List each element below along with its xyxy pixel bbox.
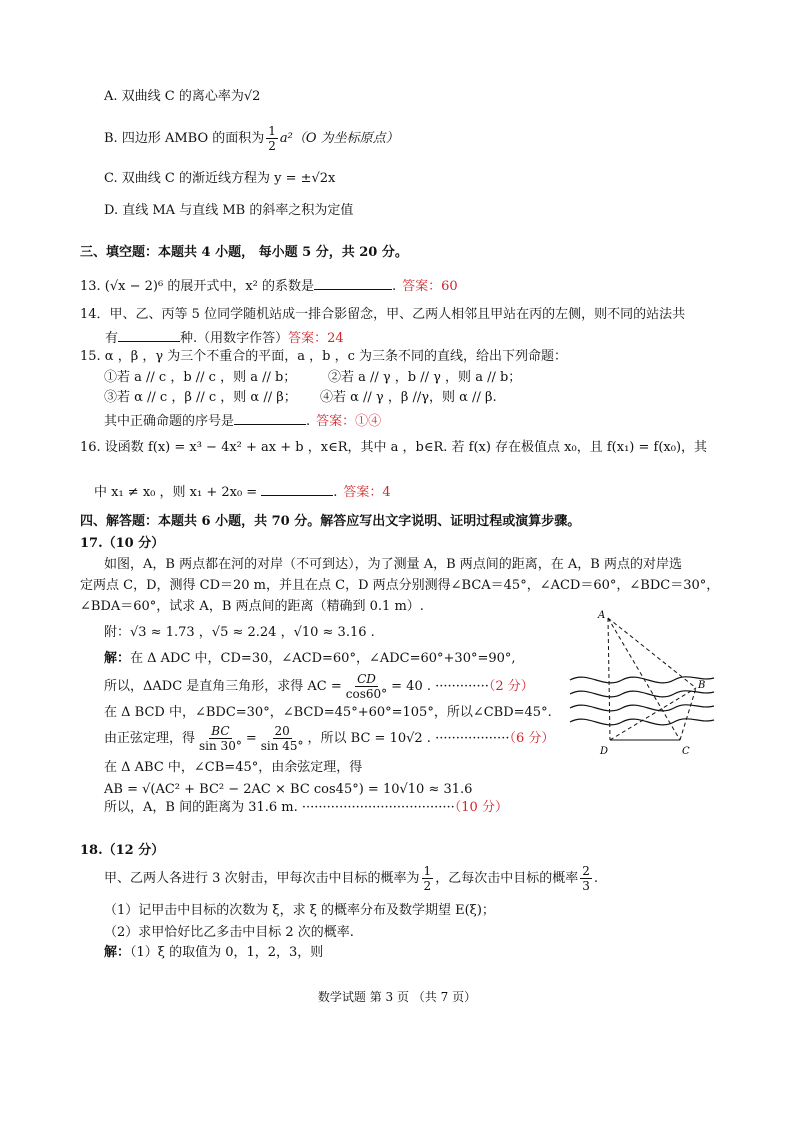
q17-solution-5: 在 Δ ABC 中，∠CB=45°，由余弦定理，得 <box>104 760 363 775</box>
q17-s2-suffix: = 40 . ············· <box>391 679 489 694</box>
q17-s4-frac2-den: sin 45° <box>260 739 304 753</box>
wave-4 <box>570 719 714 725</box>
q18-p1-prefix: 甲、乙两人各进行 3 次射击，甲每次击中目标的概率为 <box>104 871 420 886</box>
q15-prop-1: ①若 a // c ，b // c ，则 a // b； <box>104 370 297 385</box>
option-b-prefix: B. 四边形 AMBO 的面积为 <box>104 131 265 146</box>
q18-p1-end: . <box>593 871 598 886</box>
q15-blank <box>234 410 306 425</box>
q18-para-1 <box>104 864 598 894</box>
q17-s2-prefix: 所以，ΔADC 是直角三角形，求得 AC = <box>104 679 342 694</box>
q17-s4-suffix: ，所以 BC = 10√2 . ·················· <box>307 731 510 746</box>
q18-frac2-num: 2 <box>582 864 590 878</box>
q13-blank <box>314 275 392 290</box>
q17-s4-frac1-den: sin 30° <box>199 739 242 753</box>
label-b: B <box>698 680 706 691</box>
q17-para-3: ∠BDA＝60°，试求 A，B 两点间的距离（精确到 0.1 m）. <box>80 599 424 614</box>
q18-frac2-den: 3 <box>582 879 590 893</box>
q17-s7-text: 所以，A，B 间的距离为 31.6 m. ····································· <box>104 800 455 815</box>
q15-prop-2: ②若 a // γ ，b // γ ，则 a // b； <box>328 370 522 385</box>
q16-answer: 答案：4 <box>343 485 391 500</box>
q16-tail: . <box>333 485 338 500</box>
q18-fraction-2 <box>580 864 592 893</box>
q14-line2-suffix: 种.（用数字作答） <box>180 331 289 346</box>
section-4-heading: 四、解答题：本题共 6 小题，共 70 分。解答应写出文字说明、证明过程或演算步骤。 <box>80 514 581 529</box>
section-3-heading: 三、填空题：本题共 4 小题， 每小题 5 分，共 20 分。 <box>80 245 408 260</box>
q17-note: 附：√3 ≈ 1.73 ，√5 ≈ 2.24 ，√10 ≈ 3.16 . <box>104 625 375 640</box>
q18-solution-label: 解： <box>104 945 131 960</box>
q18-fraction-1 <box>422 864 434 893</box>
q15-answer: 答案：①④ <box>316 414 382 429</box>
q14-blank <box>118 327 180 342</box>
question-13 <box>80 275 458 296</box>
q15-prop-3: ③若 α // c ，β // c ，则 α // β； <box>104 390 297 405</box>
option-a: A. 双曲线 C 的离心率为√2 <box>104 89 261 104</box>
option-b <box>104 124 399 153</box>
q16-line-1: 16. 设函数 f(x) = x³ − 4x² + ax + b ，x∈R，其中 a ，b∈R. 若 f(x) 存在极值点 x₀，且 f(x₁) = f(x₀)，其 <box>80 440 708 455</box>
q14-line-2 <box>105 327 344 348</box>
label-a: A <box>598 610 606 621</box>
q17-solution-1-text: 在 Δ ADC 中，CD=30，∠ACD=60°，∠ADC=60°+30°=90°, <box>130 651 516 666</box>
q17-solution-1 <box>104 650 516 668</box>
q17-s4-fraction-1 <box>197 724 244 753</box>
option-b-frac-den: 2 <box>268 139 276 153</box>
option-d: D. 直线 MA 与直线 MB 的斜率之积为定值 <box>104 203 354 218</box>
q17-s7-score: （10 分） <box>454 800 508 815</box>
q15-tail: . <box>306 414 311 429</box>
q17-solution-2 <box>104 672 534 702</box>
option-b-fraction <box>266 124 278 153</box>
river-figure <box>568 608 728 760</box>
q14-answer: 答案：24 <box>288 331 344 346</box>
q17-s2-frac-den: cos60° <box>345 687 388 701</box>
q17-s2-frac-num: CD <box>357 672 376 686</box>
q17-s4-fraction-2 <box>259 724 306 753</box>
option-c: C. 双曲线 C 的渐近线方程为 y = ±√2x <box>104 171 336 186</box>
line-a-d <box>608 618 610 740</box>
q16-blank <box>261 481 333 496</box>
wave-1 <box>570 677 714 683</box>
q13-text: 13. (√x − 2)⁶ 的展开式中，x² 的系数是 <box>80 279 315 294</box>
river-waves <box>570 677 714 725</box>
q17-solution-3: 在 Δ BCD 中，∠BDC=30°，∠BCD=45°+60°=105°，所以∠CBD=45°. <box>104 705 552 720</box>
q15-prop-4: ④若 α // γ ，β //γ，则 α // β. <box>320 390 497 405</box>
q16-line2-text: 中 x₁ ≠ x₀ ，则 x₁ + 2x₀ = <box>94 485 258 500</box>
q18-p1-middle: ，乙每次击中目标的概率 <box>435 871 579 886</box>
q17-title: 17.（10 分） <box>80 536 165 551</box>
q15-line-4 <box>104 410 381 431</box>
wave-3 <box>570 705 714 711</box>
q17-s2-score: （2 分） <box>488 679 534 694</box>
q17-para-2: 定两点 C，D，测得 CD＝20 m，并且在点 C，D 两点分别测得∠BCA＝45°，∠ACD＝60°，∠BDC＝30°， <box>80 578 720 593</box>
q17-s4-frac1-num: BC <box>211 724 230 738</box>
q18-solution <box>104 944 323 962</box>
q17-s4-equals: = <box>245 731 257 746</box>
q17-s4-score: （6 分） <box>509 731 555 746</box>
wave-2 <box>570 691 714 697</box>
q14-line2-prefix: 有 <box>105 331 119 346</box>
q17-s2-fraction <box>344 672 389 701</box>
q17-s4-prefix: 由正弦定理，得 <box>104 731 196 746</box>
q13-answer: 答案：60 <box>402 279 458 294</box>
q18-frac1-den: 2 <box>423 879 432 893</box>
q17-solution-6: AB = √(AC² + BC² − 2AC × BC cos45°) = 10√10 ≈ 31.6 <box>104 782 473 797</box>
q17-solution-7 <box>104 799 508 817</box>
q17-s4-frac2-num: 20 <box>274 724 290 738</box>
label-c: C <box>682 746 690 757</box>
q15-line4-text: 其中正确命题的序号是 <box>104 414 235 429</box>
q18-subquestion-2: （2）求甲恰好比乙多击中目标 2 次的概率. <box>104 925 354 940</box>
label-d: D <box>600 746 609 757</box>
page-footer: 数学试题 第 3 页 （共 7 页） <box>317 990 477 1004</box>
q17-para-1: 如图，A，B 两点都在河的对岸（不可到达），为了测量 A，B 两点间的距离，在 A，B 两点的对岸选 <box>104 557 682 572</box>
q17-solution-label: 解： <box>104 651 131 666</box>
q17-solution-4 <box>104 724 554 754</box>
q18-frac1-num: 1 <box>423 864 432 878</box>
q18-solution-text: （1）ξ 的取值为 0，1，2，3，则 <box>130 945 324 960</box>
q13-tail: . <box>392 279 397 294</box>
option-b-suffix: a²（O 为坐标原点） <box>279 131 399 146</box>
q16-line-2 <box>94 481 391 502</box>
q14-line-1: 14．甲、乙、丙等 5 位同学随机站成一排合影留念，甲、乙两人相邻且甲站在丙的左侧，则不同的站法共 <box>80 307 686 322</box>
q15-line-1: 15. α ，β ，γ 为三个不重合的平面，a ，b ，c 为三条不同的直线，给出下列命题： <box>80 349 568 364</box>
q18-subquestion-1: （1）记甲击中目标的次数为 ξ，求 ξ 的概率分布及数学期望 E(ξ)； <box>104 903 495 918</box>
option-b-frac-num: 1 <box>268 124 276 138</box>
sight-lines <box>608 618 696 740</box>
q18-title: 18.（12 分） <box>80 843 165 858</box>
